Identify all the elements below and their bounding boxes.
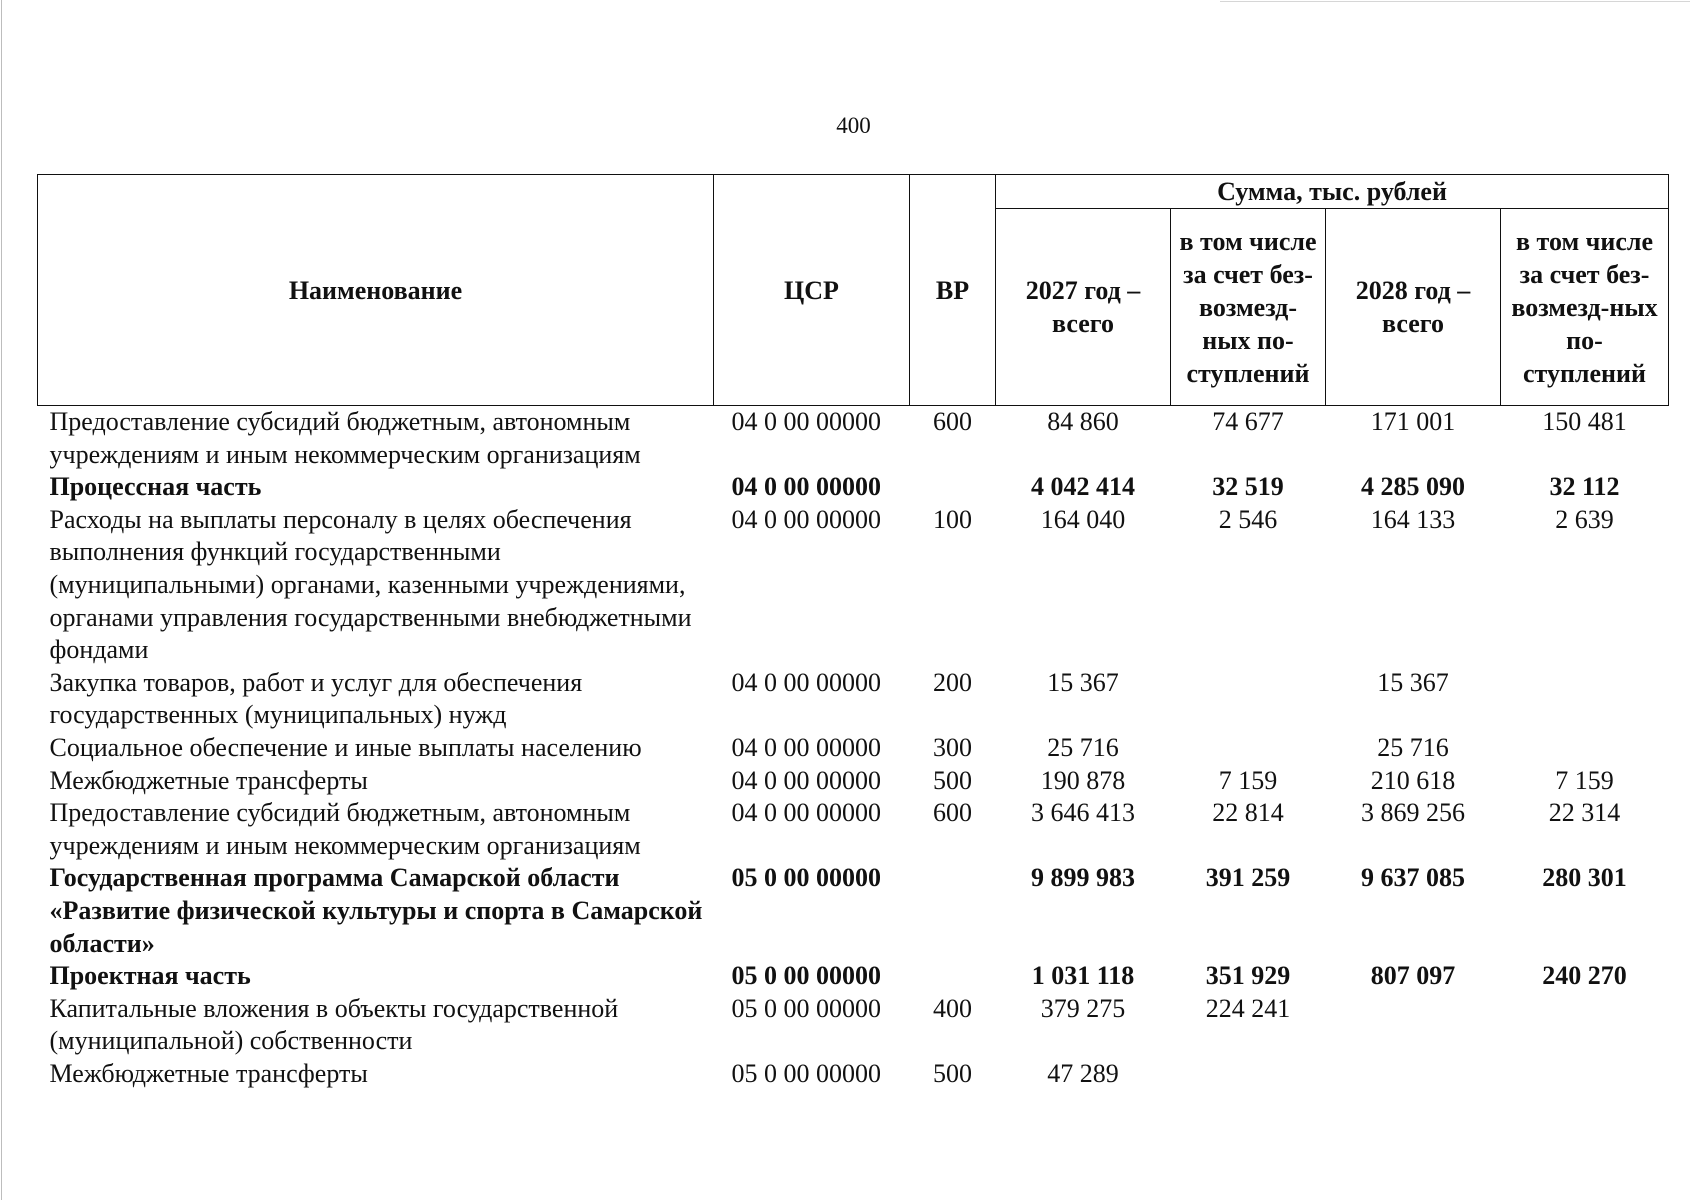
- cell-2028-free: 7 159: [1555, 765, 1614, 795]
- cell-2027-free: [1171, 1058, 1326, 1091]
- cell-csr: 04 0 00 00000: [731, 732, 881, 762]
- cell-2027-free: 74 677: [1212, 407, 1284, 436]
- cell-csr: 04 0 00 00000: [731, 798, 881, 828]
- cell-2028-total: 15 367: [1377, 667, 1449, 697]
- cell-name: Государственная программа Самарской области «Развитие физической культуры и спорта в Самарской области»: [49, 863, 703, 958]
- cell-2028-free: [1501, 993, 1669, 1058]
- cell-csr: 04 0 00 00000: [731, 407, 881, 436]
- cell-2028-free: 22 314: [1548, 798, 1621, 828]
- cell-2028-free: [1501, 732, 1669, 765]
- cell-name: Расходы на выплаты персоналу в целях обеспечения выполнения функций государственными (муниципальными) органами, казенными учреждениями, органами управления государственными внебюджетными фондами: [49, 504, 692, 665]
- cell-vr: 600: [933, 407, 972, 436]
- budget-table: [37, 174, 1669, 1090]
- cell-2028-total: [1326, 1058, 1501, 1091]
- table-row: [38, 732, 1669, 765]
- header-csr: ЦСР: [714, 175, 910, 406]
- header-2028-free: в том числе за счет без-возмезд-ных по-ступлений: [1501, 209, 1669, 406]
- cell-2028-total: 210 618: [1370, 765, 1456, 795]
- header-sum-group: Сумма, тыс. рублей: [996, 175, 1669, 209]
- cell-2027-total: 47 289: [1047, 1058, 1119, 1088]
- cell-2027-free: 391 259: [1205, 863, 1291, 893]
- cell-csr: 05 0 00 00000: [731, 961, 881, 991]
- cell-2027-total: 15 367: [1047, 667, 1119, 697]
- cell-name: Предоставление субсидий бюджетным, автономным учреждениям и иным некоммерческим организациям: [49, 798, 641, 860]
- cell-2028-total: 3 869 256: [1361, 798, 1465, 828]
- cell-name: Проектная часть: [49, 961, 251, 991]
- header-name: Наименование: [38, 175, 714, 406]
- cell-csr: 04 0 00 00000: [731, 667, 881, 697]
- cell-2027-total: 9 899 983: [1031, 863, 1135, 893]
- table-row: [38, 960, 1669, 993]
- header-2027-free: в том числе за счет без-возмезд-ных по-ступлений: [1171, 209, 1326, 406]
- table-row: [38, 765, 1669, 798]
- cell-2027-free: 351 929: [1205, 961, 1291, 991]
- cell-2028-free: 150 481: [1542, 407, 1627, 436]
- table-row: [38, 862, 1669, 960]
- cell-2028-total: 807 097: [1370, 961, 1456, 991]
- header-vr: ВР: [910, 175, 996, 406]
- cell-csr: 04 0 00 00000: [731, 472, 881, 502]
- cell-name: Предоставление субсидий бюджетным, автономным учреждениям и иным некоммерческим организациям: [49, 407, 641, 469]
- cell-2027-free: 2 546: [1218, 504, 1278, 534]
- page-number: 400: [836, 113, 871, 138]
- cell-vr: 500: [933, 765, 972, 795]
- page-edge: [1, 0, 2, 1200]
- cell-name: Процессная часть: [49, 472, 262, 502]
- cell-2028-free: 32 112: [1549, 472, 1620, 502]
- cell-2028-total: 171 001: [1370, 407, 1456, 436]
- cell-csr: 05 0 00 00000: [731, 993, 881, 1023]
- cell-vr: 100: [933, 504, 972, 534]
- cell-2027-total: 4 042 414: [1031, 472, 1135, 502]
- table-row: [38, 504, 1669, 667]
- cell-2028-total: [1326, 993, 1501, 1058]
- cell-csr: 05 0 00 00000: [731, 1058, 881, 1088]
- cell-2027-free: [1171, 732, 1326, 765]
- table-row: [38, 797, 1669, 862]
- cell-vr: 300: [933, 732, 972, 762]
- cell-2027-free: [1171, 667, 1326, 732]
- cell-vr: 400: [933, 993, 972, 1023]
- cell-2027-total: 84 860: [1047, 407, 1119, 436]
- cell-name: Межбюджетные трансферты: [49, 765, 368, 795]
- cell-csr: 04 0 00 00000: [731, 765, 881, 795]
- cell-name: Социальное обеспечение и иные выплаты населению: [49, 732, 642, 762]
- cell-2027-free: 224 241: [1205, 993, 1291, 1023]
- table-body: [38, 406, 1669, 1091]
- cell-vr: [910, 471, 996, 504]
- cell-2027-free: 7 159: [1218, 765, 1278, 795]
- cell-2027-total: 25 716: [1047, 732, 1119, 762]
- cell-vr: [910, 960, 996, 993]
- cell-2027-total: 1 031 118: [1031, 961, 1135, 991]
- cell-name: Капитальные вложения в объекты государственной (муниципальной) собственности: [49, 993, 619, 1056]
- cell-name: Закупка товаров, работ и услуг для обеспечения государственных (муниципальных) нужд: [49, 667, 583, 730]
- cell-2028-total: 9 637 085: [1361, 863, 1465, 893]
- table-row: [38, 667, 1669, 732]
- cell-2028-total: 25 716: [1377, 732, 1449, 762]
- cell-2028-total: 164 133: [1370, 504, 1456, 534]
- cell-2027-total: 164 040: [1040, 504, 1126, 534]
- cell-vr: 600: [933, 798, 972, 828]
- table-row: [38, 471, 1669, 504]
- page-edge-top: [1220, 1, 1690, 2]
- cell-2027-total: 3 646 413: [1031, 798, 1135, 828]
- cell-vr: 500: [933, 1058, 972, 1088]
- table-row: [38, 406, 1669, 472]
- cell-2028-free: 240 270: [1542, 961, 1627, 991]
- cell-vr: 200: [933, 667, 972, 697]
- cell-2027-free: 22 814: [1212, 798, 1284, 828]
- table-row: [38, 1058, 1669, 1091]
- cell-2027-total: 379 275: [1040, 993, 1126, 1023]
- cell-vr: [910, 862, 996, 960]
- cell-2028-free: 2 639: [1555, 504, 1614, 534]
- table-row: [38, 993, 1669, 1058]
- cell-2028-free: [1501, 667, 1669, 732]
- cell-csr: 05 0 00 00000: [731, 863, 881, 893]
- header-2028-total: 2028 год – всего: [1326, 209, 1501, 406]
- cell-2028-free: 280 301: [1542, 863, 1627, 893]
- cell-2027-free: 32 519: [1212, 472, 1284, 502]
- cell-2028-free: [1501, 1058, 1669, 1091]
- cell-name: Межбюджетные трансферты: [49, 1058, 368, 1088]
- header-2027-total: 2027 год – всего: [996, 209, 1171, 406]
- cell-csr: 04 0 00 00000: [731, 504, 881, 534]
- cell-2028-total: 4 285 090: [1361, 472, 1465, 502]
- cell-2027-total: 190 878: [1040, 765, 1126, 795]
